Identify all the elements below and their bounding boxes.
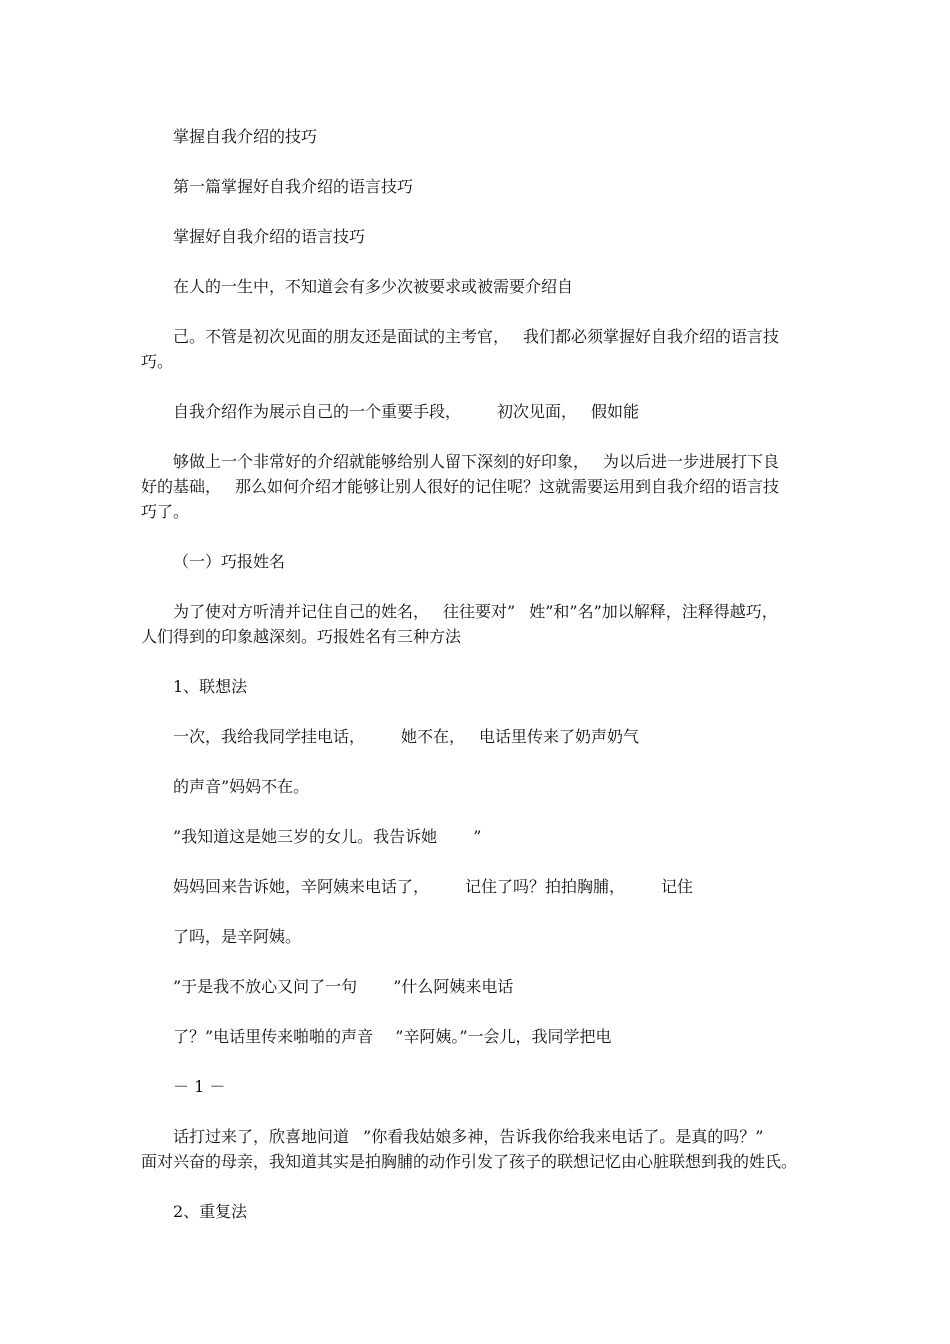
text-run: ”你看我姑娘多神，告诉我你给我来电话了。是真的吗？”: [363, 1127, 764, 1146]
paragraph-line: [0, 600, 950, 624]
method-heading: 1、联想法: [173, 677, 248, 696]
text-run: 我们都必须掌握好自我介绍的语言技: [523, 327, 780, 346]
text-run: 姓”和”名”加以解释，注释得越巧，: [529, 602, 778, 621]
text-run: ”: [473, 827, 482, 846]
paragraph-line: [0, 400, 950, 424]
paragraph-line: [0, 1025, 950, 1049]
text-run: 往往要对”: [443, 602, 516, 621]
paragraph-line: [0, 875, 950, 899]
paragraph-line: [0, 475, 950, 499]
text-run: 记住了吗？拍拍胸脯，: [465, 877, 626, 896]
text-run: 为以后进一步进展打下良: [603, 452, 780, 471]
text-run: ”什么阿姨来电话: [393, 977, 514, 996]
method-heading: 2、重复法: [173, 1202, 248, 1221]
text-run: 己。不管是初次见面的朋友还是面试的主考官，: [173, 327, 510, 346]
text-run: ”我知道这是她三岁的女儿。我告诉她: [173, 827, 438, 846]
text-run: 电话里传来了奶声奶气: [479, 727, 640, 746]
paragraph-line: [0, 725, 950, 749]
text-run: 为了使对方听清并记住自己的姓名，: [173, 602, 430, 621]
text-run: 记住: [661, 877, 694, 896]
paragraph-line: 了吗，是辛阿姨。: [173, 927, 302, 946]
chapter-heading: 第一篇掌握好自我介绍的语言技巧: [173, 177, 414, 196]
text-run: 妈妈回来告诉她，辛阿姨来电话了，: [173, 877, 430, 896]
text-run: 好的基础，: [141, 477, 222, 496]
paragraph-line: 巧。: [141, 352, 174, 371]
text-run: ”辛阿姨。”一会儿，我同学把电: [395, 1027, 612, 1046]
paragraph-line: 在人的一生中，不知道会有多少次被要求或被需要介绍自: [173, 277, 574, 296]
paragraph-line: [0, 975, 950, 999]
document-title: 掌握自我介绍的技巧: [173, 127, 318, 146]
paragraph-line: [0, 1125, 950, 1149]
section-subtitle: 掌握好自我介绍的语言技巧: [173, 227, 366, 246]
text-run: 假如能: [591, 402, 640, 421]
text-run: ”于是我不放心又问了一句: [173, 977, 358, 996]
page-number: － 1 －: [173, 1077, 226, 1096]
paragraph-line: [0, 450, 950, 474]
text-run: 一次，我给我同学挂电话，: [173, 727, 366, 746]
paragraph-line: [0, 825, 950, 849]
paragraph-line: 的声音”妈妈不在。: [173, 777, 310, 796]
text-run: 她不在，: [401, 727, 466, 746]
paragraph-line: 人们得到的印象越深刻。巧报姓名有三种方法: [141, 627, 462, 646]
section-heading: （一）巧报姓名: [173, 552, 286, 571]
paragraph-line: [0, 325, 950, 349]
text-run: 话打过来了，欣喜地问道: [173, 1127, 350, 1146]
paragraph-line: 面对兴奋的母亲，我知道其实是拍胸脯的动作引发了孩子的联想记忆由心脏联想到我的姓氏。: [141, 1152, 798, 1171]
text-run: 够做上一个非常好的介绍就能够给别人留下深刻的好印象，: [173, 452, 590, 471]
text-run: 初次见面，: [497, 402, 578, 421]
text-run: 自我介绍作为展示自己的一个重要手段，: [173, 402, 462, 421]
text-run: 了？”电话里传来啪啪的声音: [173, 1027, 374, 1046]
paragraph-line: 巧了。: [141, 502, 190, 521]
text-run: 那么如何介绍才能够让别人很好的记住呢？这就需要运用到自我介绍的语言技: [235, 477, 780, 496]
